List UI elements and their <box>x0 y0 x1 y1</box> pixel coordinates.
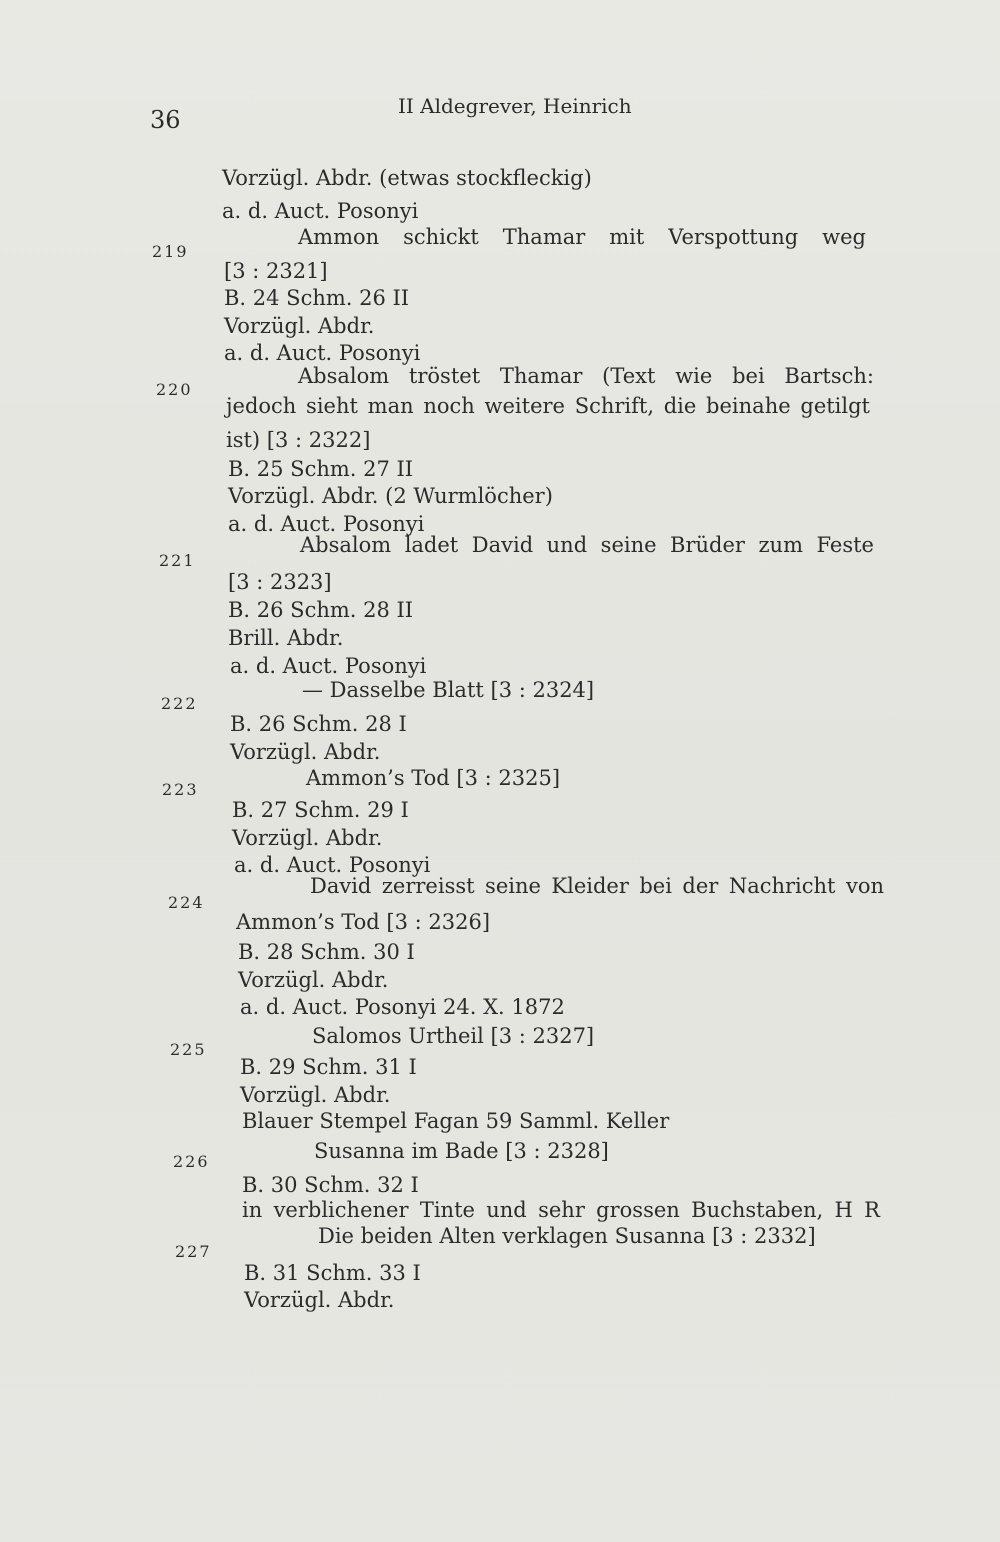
entry-line: a. d. Auct. Posonyi <box>224 341 421 365</box>
entry-line: Vorzügl. Abdr. <box>238 968 389 992</box>
entry-line: B. 26 Schm. 28 II <box>228 598 414 622</box>
entry-line: B. 28 Schm. 30 I <box>238 940 415 964</box>
entry-title: Ammon schickt Thamar mit Verspottung weg <box>298 225 866 249</box>
entry-line: Vorzügl. Abdr. <box>232 826 383 850</box>
entry-line: Ammon’s Tod [3 : 2326] <box>236 910 491 934</box>
entry-line: Vorzügl. Abdr. (etwas stockfleckig) <box>222 166 592 190</box>
entry-title: Absalom ladet David und seine Brüder zum Feste <box>300 533 874 557</box>
entry-line: a. d. Auct. Posonyi <box>228 512 425 536</box>
page-header <box>0 88 1000 134</box>
entry-number: 226 <box>173 1152 210 1171</box>
entry-title: — Dasselbe Blatt [3 : 2324] <box>302 678 595 702</box>
entry-line: Vorzügl. Abdr. <box>240 1083 391 1107</box>
entry-number: 220 <box>156 380 193 399</box>
entry-line: Vorzügl. Abdr. <box>230 740 381 764</box>
entry-line: [3 : 2323] <box>228 570 332 594</box>
entry-title: Salomos Urtheil [3 : 2327] <box>312 1024 595 1048</box>
page-number: 36 <box>150 106 181 134</box>
entry-line: a. d. Auct. Posonyi <box>222 199 419 223</box>
entry-line: Brill. Abdr. <box>228 626 344 650</box>
entry-title: Absalom tröstet Thamar (Text wie bei Bartsch: <box>298 364 874 388</box>
entry-line: [3 : 2321] <box>224 259 328 283</box>
entry-line: Vorzügl. Abdr. (2 Wurmlöcher) <box>228 484 553 508</box>
entry-number: 219 <box>152 242 189 261</box>
entry-title: David zerreisst seine Kleider bei der Nachricht von <box>310 874 884 898</box>
entry-line: jedoch sieht man noch weitere Schrift, die beinahe getilgt <box>226 394 870 418</box>
entry-number: 225 <box>170 1040 207 1059</box>
entry-number: 227 <box>175 1242 212 1261</box>
entry-title: Die beiden Alten verklagen Susanna [3 : 2332] <box>318 1224 816 1248</box>
entry-line: B. 29 Schm. 31 I <box>240 1055 417 1079</box>
entry-line: ist) [3 : 2322] <box>226 428 371 452</box>
entry-line: B. 26 Schm. 28 I <box>230 712 407 736</box>
entry-title: Ammon’s Tod [3 : 2325] <box>306 766 561 790</box>
entry-line: a. d. Auct. Posonyi <box>234 853 431 877</box>
entry-line: Vorzügl. Abdr. <box>244 1288 395 1312</box>
entry-number: 221 <box>159 551 196 570</box>
entry-line: B. 30 Schm. 32 I <box>242 1173 419 1197</box>
entry-line: Blauer Stempel Fagan 59 Samml. Keller <box>242 1109 670 1133</box>
entry-title: Susanna im Bade [3 : 2328] <box>314 1139 609 1163</box>
entry-line: Vorzügl. Abdr. <box>224 314 375 338</box>
entry-number: 222 <box>161 694 198 713</box>
entry-line: a. d. Auct. Posonyi 24. X. 1872 <box>240 995 565 1019</box>
entry-line: B. 25 Schm. 27 II <box>228 457 414 481</box>
entry-number: 223 <box>162 780 199 799</box>
entry-line: a. d. Auct. Posonyi <box>230 654 427 678</box>
entry-line: B. 31 Schm. 33 I <box>244 1261 421 1285</box>
entry-line: B. 27 Schm. 29 I <box>232 798 409 822</box>
entry-line: B. 24 Schm. 26 II <box>224 286 410 310</box>
entry-number: 224 <box>168 893 205 912</box>
running-head: II Aldegrever, Heinrich <box>398 94 632 118</box>
entry-line: in verblichener Tinte und sehr grossen Buchstaben, H R <box>242 1198 880 1222</box>
